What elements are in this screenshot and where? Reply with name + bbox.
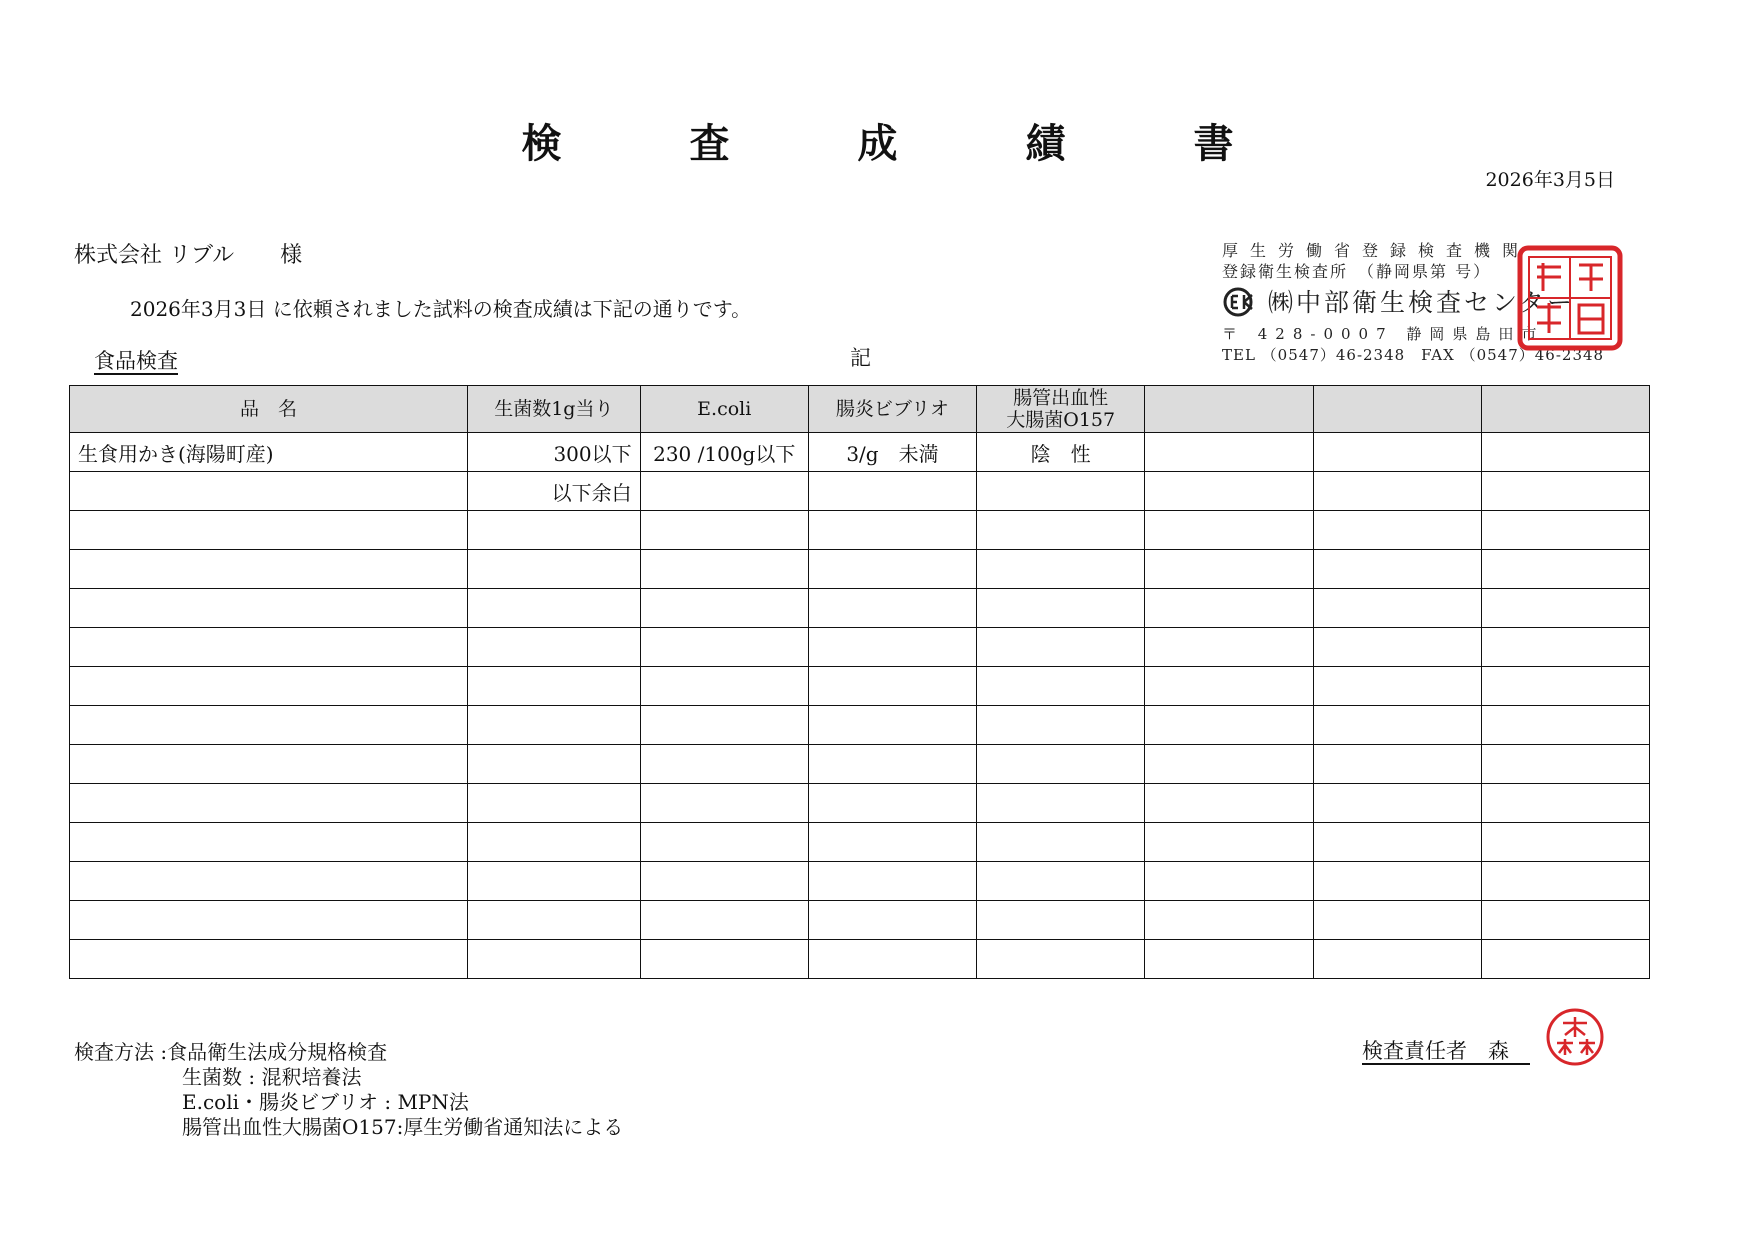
cell-blank (468, 589, 641, 628)
cell-blank (1145, 784, 1313, 823)
cell-blank (1481, 589, 1649, 628)
company-seal-icon (1515, 243, 1625, 353)
cell-ecoli: 230 /100g以下 (640, 433, 808, 472)
cell-blank (640, 628, 808, 667)
intro-text: 2026年3月3日 に依頼されました試料の検査成績は下記の通りです。 (130, 297, 752, 321)
cell-blank (1313, 511, 1481, 550)
cell-blank (808, 862, 976, 901)
client-name: 株式会社 リブル (74, 243, 235, 268)
method-line: E.coli・腸炎ビブリオ : MPN法 (182, 1090, 469, 1114)
cell-blank (1481, 745, 1649, 784)
cell-blank (977, 589, 1145, 628)
cell-blank (1481, 862, 1649, 901)
cell-blank (1145, 940, 1313, 979)
cell-blank (1145, 589, 1313, 628)
cell-blank (640, 901, 808, 940)
table-row (70, 550, 1650, 589)
cell-blank (468, 628, 641, 667)
cell-item-name (70, 472, 468, 511)
cell-blank (70, 901, 468, 940)
table-row (70, 745, 1650, 784)
table-row (70, 628, 1650, 667)
cell-blank (977, 784, 1145, 823)
header-ecoli: E.coli (640, 386, 808, 433)
cell-blank (70, 628, 468, 667)
header-blank (1481, 386, 1649, 433)
method-line: 生菌数 : 混釈培養法 (182, 1065, 362, 1089)
cell-blank (1313, 472, 1481, 511)
table-row (70, 511, 1650, 550)
cell-blank (977, 550, 1145, 589)
cell-blank (70, 706, 468, 745)
section-title: 食品検査 (94, 349, 178, 373)
cell-blank (1481, 628, 1649, 667)
results-table (69, 385, 1650, 979)
company-logo-icon (1222, 286, 1260, 318)
cell-blank (640, 862, 808, 901)
cell-blank (640, 667, 808, 706)
table-row (70, 784, 1650, 823)
method-line: 腸管出血性大腸菌O157:厚生労働省通知法による (182, 1115, 624, 1139)
cell-blank (1313, 667, 1481, 706)
cell-blank (640, 784, 808, 823)
cell-blank (977, 862, 1145, 901)
header-item-name: 品 名 (70, 386, 468, 433)
cell-blank (977, 667, 1145, 706)
table-row (70, 472, 1650, 511)
cell-blank (1145, 550, 1313, 589)
cell-blank (70, 823, 468, 862)
cell-blank (70, 667, 468, 706)
cell-blank (1481, 511, 1649, 550)
cell-blank (1313, 745, 1481, 784)
cell-blank (977, 472, 1145, 511)
cell-blank (1145, 628, 1313, 667)
cell-blank (70, 745, 468, 784)
table-row (70, 901, 1650, 940)
cell-blank (640, 589, 808, 628)
cell-blank (977, 745, 1145, 784)
cell-blank (808, 940, 976, 979)
cell-blank (70, 511, 468, 550)
cell-blank (1481, 901, 1649, 940)
cell-blank (977, 511, 1145, 550)
cell-blank (468, 940, 641, 979)
cell-remark: 以下余白 (468, 472, 641, 511)
cell-blank (640, 745, 808, 784)
header-o157-line1: 腸管出血性 (1013, 387, 1109, 409)
table-row (70, 667, 1650, 706)
table-row (70, 706, 1650, 745)
table-row (70, 940, 1650, 979)
honorific: 様 (280, 243, 303, 268)
cell-blank (808, 550, 976, 589)
table-header-row (70, 386, 1650, 433)
cell-blank (808, 784, 976, 823)
cell-blank (468, 550, 641, 589)
cell-item-name: 生食用かき(海陽町産) (70, 433, 468, 472)
cell-blank (808, 745, 976, 784)
cell-blank (468, 511, 641, 550)
cell-blank (977, 706, 1145, 745)
cell-blank (1145, 433, 1313, 472)
client-line (74, 238, 302, 269)
cell-blank (1313, 862, 1481, 901)
cell-vibrio: 3/g 未満 (808, 433, 976, 472)
method-line: 検査方法 :食品衛生法成分規格検査 (74, 1040, 388, 1064)
cell-blank (808, 472, 976, 511)
cell-blank (1313, 628, 1481, 667)
header-blank (1145, 386, 1313, 433)
cell-blank (977, 901, 1145, 940)
cell-blank (1481, 784, 1649, 823)
table-row (70, 589, 1650, 628)
issuer-address: 〒 428-0007 静岡県島田市 (1222, 325, 1545, 343)
cell-blank (1145, 745, 1313, 784)
cell-blank (808, 667, 976, 706)
cell-blank (1313, 433, 1481, 472)
test-methods (74, 1040, 623, 1140)
cell-blank (70, 589, 468, 628)
table-row (70, 862, 1650, 901)
cell-blank (1313, 940, 1481, 979)
cell-blank (640, 940, 808, 979)
header-o157-line2: 大腸菌O157 (1006, 409, 1116, 431)
cell-blank (977, 628, 1145, 667)
ki-label: 記 (850, 346, 871, 370)
cell-blank (808, 823, 976, 862)
cell-blank (1481, 433, 1649, 472)
cell-blank (1481, 823, 1649, 862)
cell-blank (640, 706, 808, 745)
cell-blank (70, 940, 468, 979)
cell-blank (640, 550, 808, 589)
issuer-tel: TEL （0547）46-2348 FAX （0547）46-2348 (1222, 346, 1605, 364)
cell-blank (1313, 589, 1481, 628)
cell-blank (1145, 901, 1313, 940)
cell-blank (808, 589, 976, 628)
cell-blank (468, 862, 641, 901)
company-name: ㈱中部衛生検査センター (1268, 287, 1576, 317)
cell-blank (468, 706, 641, 745)
issuer-line2: 登録衛生検査所 （静岡県第 号） (1222, 262, 1492, 281)
cell-blank (1145, 823, 1313, 862)
cell-blank (1313, 823, 1481, 862)
cell-blank (640, 511, 808, 550)
cell-blank (977, 940, 1145, 979)
header-bacteria-count: 生菌数1g当り (468, 386, 641, 433)
cell-blank (468, 667, 641, 706)
header-o157 (977, 386, 1145, 433)
cell-blank (808, 511, 976, 550)
inspector-seal-icon (1543, 1005, 1607, 1069)
table-row (70, 433, 1650, 472)
cell-blank (808, 901, 976, 940)
cell-blank (468, 745, 641, 784)
cell-blank (1313, 901, 1481, 940)
cell-blank (808, 706, 976, 745)
cell-blank (1481, 472, 1649, 511)
cell-blank (1481, 940, 1649, 979)
cell-blank (1481, 706, 1649, 745)
header-blank (1313, 386, 1481, 433)
cell-blank (1313, 550, 1481, 589)
cell-blank (468, 784, 641, 823)
table-row (70, 823, 1650, 862)
cell-blank (1145, 862, 1313, 901)
cell-blank (1145, 511, 1313, 550)
cell-blank (70, 862, 468, 901)
inspector-label: 検査責任者 森 (1362, 1039, 1530, 1063)
cell-blank (468, 901, 641, 940)
cell-blank (1145, 472, 1313, 511)
header-vibrio: 腸炎ビブリオ (808, 386, 976, 433)
cell-blank (1313, 706, 1481, 745)
cell-o157: 陰 性 (977, 433, 1145, 472)
cell-blank (808, 628, 976, 667)
cell-blank (70, 784, 468, 823)
issue-date: 2026年3月5日 (1485, 169, 1615, 191)
cell-blank (70, 550, 468, 589)
cell-blank (1481, 667, 1649, 706)
cell-blank (640, 823, 808, 862)
cell-blank (1145, 667, 1313, 706)
cell-bacteria-count: 300以下 (468, 433, 641, 472)
cell-blank (1313, 784, 1481, 823)
issuer-line1: 厚生労働省登録検査機関 (1222, 241, 1531, 260)
document-title: 検 査 成 績 書 (521, 120, 1278, 167)
cell-blank (468, 823, 641, 862)
cell-blank (1481, 550, 1649, 589)
cell-blank (1145, 706, 1313, 745)
cell-blank (977, 823, 1145, 862)
cell-blank (640, 472, 808, 511)
